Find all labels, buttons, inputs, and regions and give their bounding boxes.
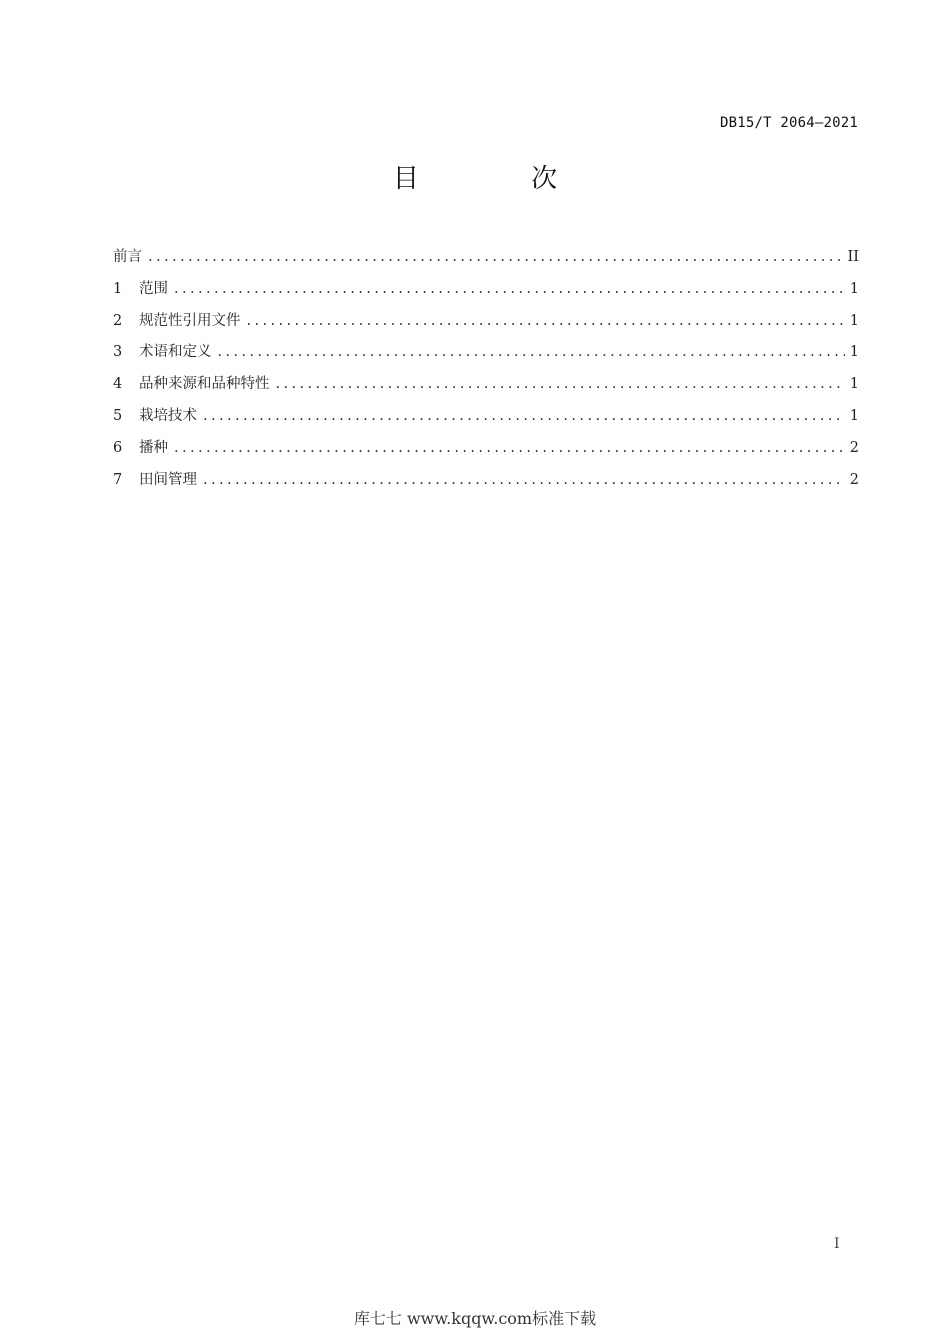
- toc-dot-leader: [148, 249, 844, 265]
- toc-entry-number: 5: [113, 407, 123, 424]
- toc-dot-leader: [203, 408, 845, 424]
- toc-dot-leader: [174, 281, 845, 297]
- toc-dot-leader: [218, 344, 846, 360]
- toc-entry-page: 1: [849, 344, 859, 361]
- toc-entry-page: 1: [849, 312, 859, 329]
- watermark-text: 库七七 www.kqqw.com标准下载: [353, 1309, 597, 1328]
- toc-entry-number: 7: [113, 471, 123, 488]
- toc-entry-normative-references[interactable]: [113, 309, 859, 341]
- toc-entry-page: 1: [849, 407, 859, 424]
- toc-entry-label: 品种来源和品种特性: [139, 376, 270, 393]
- toc-entry-number: 6: [113, 439, 123, 456]
- toc-entry-number: 2: [113, 312, 123, 329]
- toc-entry-number: 1: [113, 280, 123, 297]
- toc-dot-leader: [174, 440, 845, 456]
- toc-entry-variety-source[interactable]: [113, 372, 859, 404]
- toc-entry-page: 2: [849, 439, 859, 456]
- toc-entry-number: 3: [113, 344, 123, 361]
- toc-entry-page: 1: [849, 280, 859, 297]
- toc-entry-field-management[interactable]: [113, 468, 859, 500]
- toc-dot-leader: [276, 376, 846, 392]
- toc-entry-label: 田间管理: [139, 471, 197, 488]
- document-code: DB15/T 2064—2021: [719, 115, 858, 131]
- toc-entry-label: 范围: [139, 280, 168, 297]
- toc-entry-label: 播种: [139, 439, 168, 456]
- toc-entry-page: II: [847, 249, 859, 265]
- toc-entry-cultivation[interactable]: [113, 404, 859, 436]
- toc-entry-number: 4: [113, 376, 123, 393]
- toc-dot-leader: [203, 472, 845, 488]
- toc-entry-scope[interactable]: [113, 277, 859, 309]
- toc-entry-page: 1: [849, 376, 859, 393]
- toc-entry-label: 前言: [113, 249, 142, 265]
- toc-dot-leader: [247, 313, 846, 329]
- page-number: I: [834, 1236, 840, 1252]
- toc-entry-terms-definitions[interactable]: [113, 340, 859, 372]
- toc-entry-label: 栽培技术: [139, 407, 197, 424]
- table-of-contents: [113, 245, 859, 499]
- toc-entry-sowing[interactable]: [113, 436, 859, 468]
- toc-entry-foreword[interactable]: [113, 245, 859, 277]
- toc-entry-label: 规范性引用文件: [139, 312, 241, 329]
- toc-entry-label: 术语和定义: [139, 344, 212, 361]
- toc-title: 目 次: [392, 164, 610, 194]
- toc-entry-page: 2: [849, 471, 859, 488]
